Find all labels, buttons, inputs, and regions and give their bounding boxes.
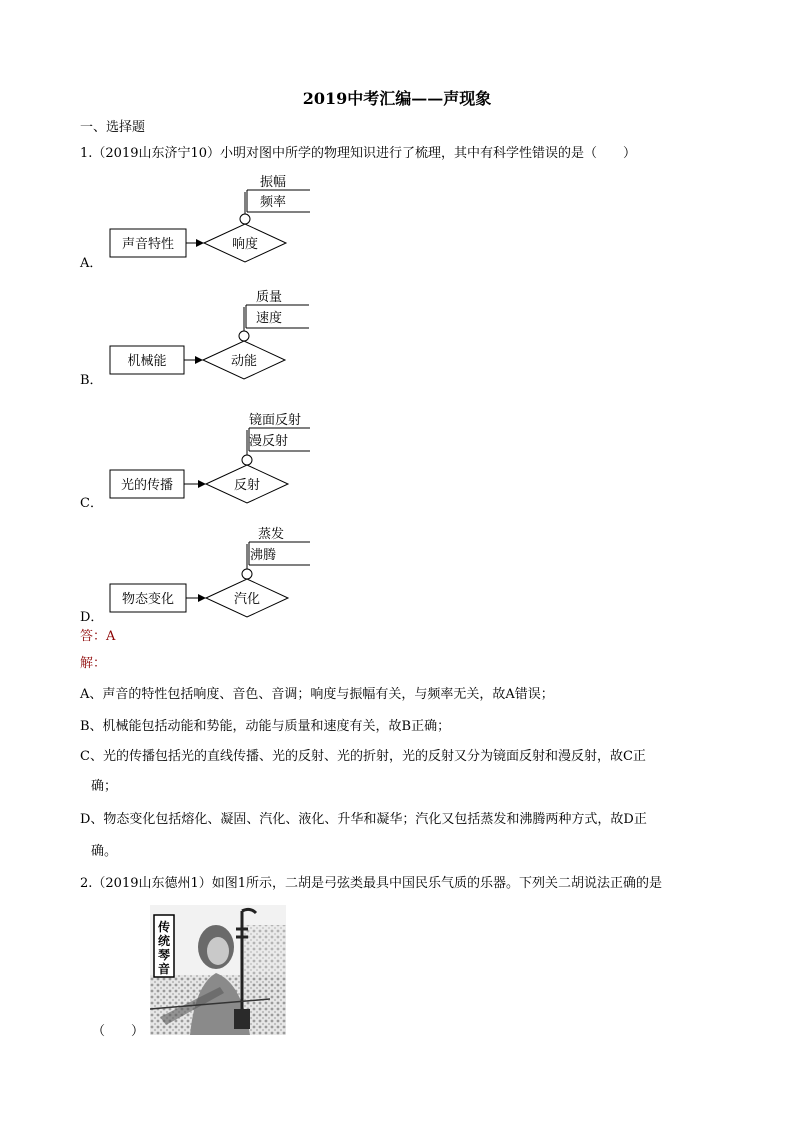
banner-char: 琴 [157,948,171,962]
concept-box-label: 光的传播 [120,478,174,493]
banner-char: 音 [157,962,171,976]
answer-blank: （ ） [92,1024,145,1039]
factor-top-label: 振幅 [260,175,287,190]
factor-bottom-label: 漫反射 [249,434,289,449]
junction-node [242,455,252,465]
factor-bottom-label: 速度 [256,311,283,326]
arrow-head [198,480,206,488]
diagram-option-b [100,285,320,385]
junction-node [242,569,252,579]
diagram-option-d [100,522,320,622]
diagram-option-c [100,408,320,508]
arrow-head [196,239,204,247]
concept-box-label: 物态变化 [121,592,175,607]
factor-bottom-label: 频率 [260,195,287,210]
factor-top-label: 镜面反射 [249,413,302,428]
section-heading: 一、选择题 [80,120,146,135]
explanation-line: 确； [91,779,118,794]
explanation-line: B、机械能包括动能和势能，动能与质量和速度有关，故B正确； [80,719,451,734]
question-2-stem: 2.（2019山东德州1）如图1所示，二胡是弓弦类最具中国民乐气质的乐器。下列关二胡说法正确的是 [80,876,663,891]
explanation-line: C、光的传播包括光的直线传播、光的反射、光的折射，光的反射又分为镜面反射和漫反射，故C正 [80,749,646,764]
page-title: 2019中考汇编——声现象 [302,89,492,108]
diamond-label: 反射 [233,478,261,493]
answer-label: 答：A [80,629,116,644]
concept-box-label: 机械能 [127,354,167,369]
junction-node [239,331,249,341]
erhu-photo [150,905,286,1035]
option-letter-d: D． [80,610,104,625]
explanation-line: 确。 [91,844,118,859]
banner-char: 传 [157,920,171,934]
diamond-label: 汽化 [233,592,261,607]
arrow-head [195,356,203,364]
concept-box-label: 声音特性 [121,237,175,252]
explanation-line: A、声音的特性包括响度、音色、音调；响度与振幅有关，与频率无关，故A错误； [80,687,554,702]
junction-node [240,214,250,224]
arrow-head [198,594,206,602]
diamond-label: 响度 [231,237,259,252]
option-letter-c: C． [80,496,103,511]
explanation-label: 解： [80,656,107,671]
question-1-stem: 1.（2019山东济宁10）小明对图中所学的物理知识进行了梳理，其中有科学性错误的是（ ） [80,146,637,161]
banner-char: 统 [157,934,171,948]
factor-top-label: 蒸发 [258,527,285,542]
factor-bottom-label: 沸腾 [250,548,277,563]
diagram-option-a [100,170,320,270]
factor-top-label: 质量 [256,290,283,305]
explanation-line: D、物态变化包括熔化、凝固、汽化、液化、升华和凝华；汽化又包括蒸发和沸腾两种方式，故D正 [80,812,647,827]
option-letter-b: B． [80,373,103,388]
erhu-illustration [150,905,286,1035]
option-letter-a: A． [80,256,103,271]
diamond-label: 动能 [230,354,258,369]
